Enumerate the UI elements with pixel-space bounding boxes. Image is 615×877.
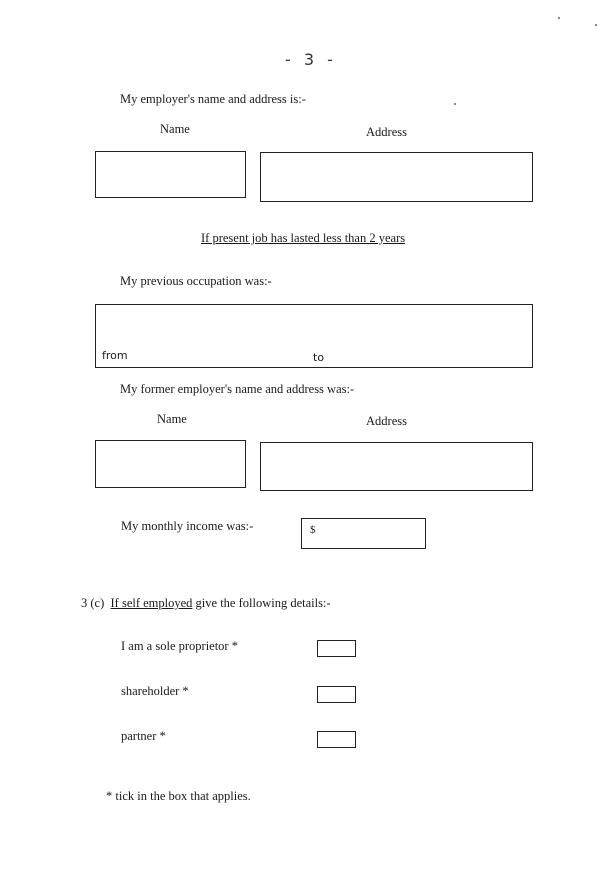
option-label-shareholder: shareholder *	[121, 684, 189, 698]
employer-name-field[interactable]	[95, 151, 246, 198]
former-employer-heading: My former employer's name and address was:-	[120, 382, 355, 396]
employer-heading: My employer's name and address is:-	[120, 92, 306, 106]
self-employed-heading	[81, 596, 331, 611]
self-employed-condition: If self employed	[110, 596, 193, 610]
footnote: * tick in the box that applies.	[106, 789, 251, 803]
former-employer-address-field[interactable]	[260, 442, 533, 491]
employer-name-label: Name	[160, 122, 190, 136]
currency-symbol: $	[310, 524, 316, 536]
option-label-sole-proprietor: I am a sole proprietor *	[121, 639, 238, 653]
former-employer-name-field[interactable]	[95, 440, 246, 488]
scan-speck	[595, 24, 597, 26]
page-number: - 3 -	[285, 50, 337, 69]
monthly-income-label: My monthly income was:-	[121, 519, 254, 533]
employer-address-label: Address	[366, 125, 407, 139]
scan-speck	[558, 17, 560, 19]
former-employer-name-label: Name	[157, 412, 187, 426]
previous-job-condition: If present job has lasted less than 2 years	[201, 231, 406, 245]
to-label: to	[313, 351, 325, 364]
previous-occupation-label: My previous occupation was:-	[120, 274, 272, 288]
checkbox-sole-proprietor[interactable]	[317, 640, 356, 657]
section-number: 3 (c)	[81, 596, 105, 610]
former-employer-address-label: Address	[366, 414, 407, 428]
self-employed-heading-rest: give the following details:-	[195, 596, 331, 610]
monthly-income-field[interactable]	[301, 518, 426, 549]
previous-occupation-field[interactable]	[95, 304, 533, 368]
checkbox-shareholder[interactable]	[317, 686, 356, 703]
from-label: from	[102, 349, 128, 362]
employer-address-field[interactable]	[260, 152, 533, 202]
checkbox-partner[interactable]	[317, 731, 356, 748]
option-label-partner: partner *	[121, 729, 166, 743]
scan-speck	[454, 103, 456, 105]
